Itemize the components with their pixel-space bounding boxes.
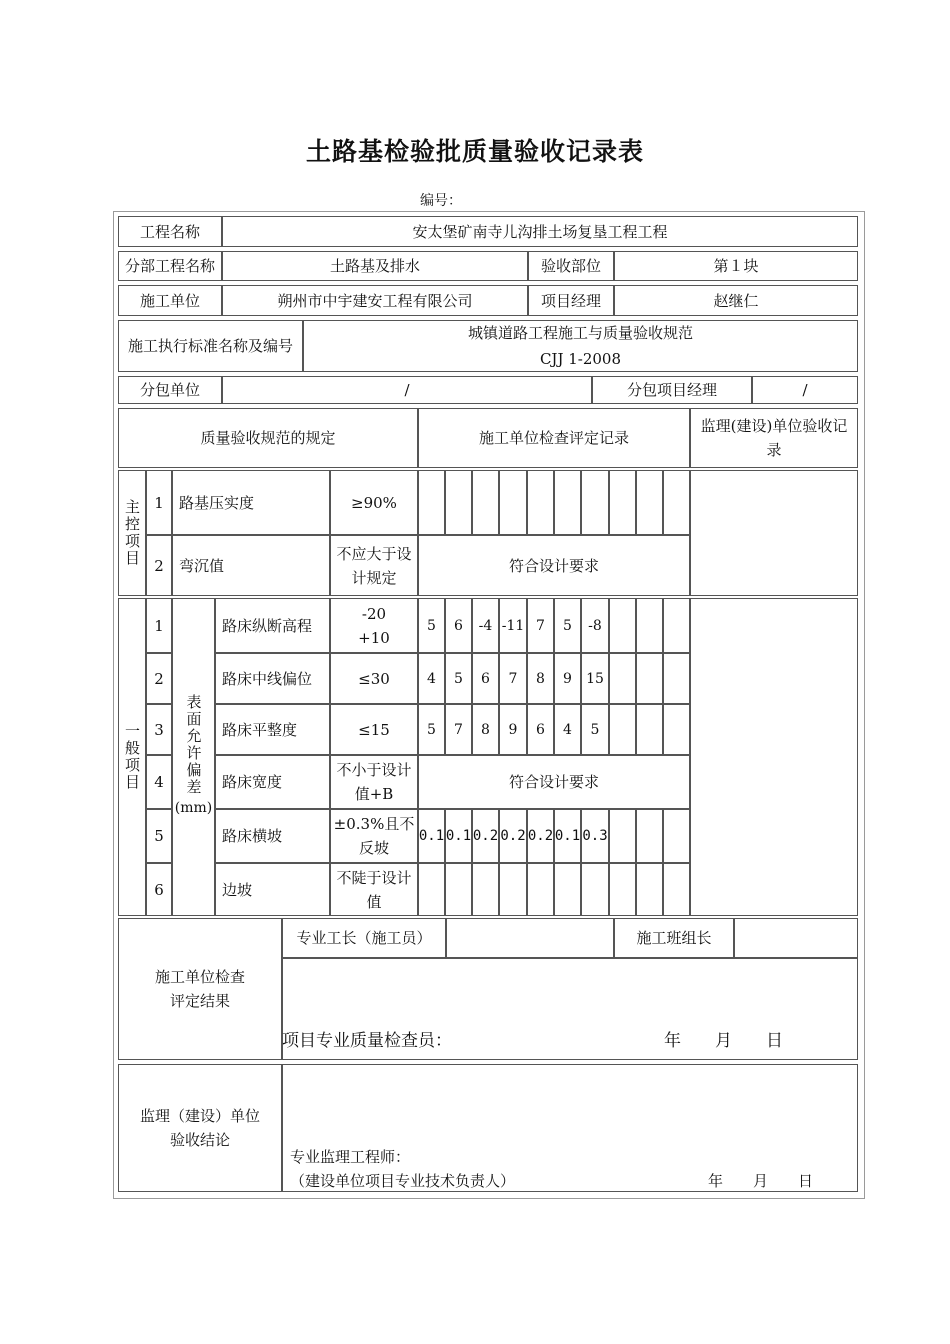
general-item-no: 6	[146, 863, 172, 916]
measurement-cell	[581, 863, 609, 916]
serial-label: 编号：	[420, 193, 462, 209]
general-item-requirement: ≤15	[330, 704, 418, 755]
measurement-cell	[472, 863, 499, 916]
measurement-cell	[609, 863, 636, 916]
foreman-value	[446, 918, 614, 958]
measurement-cell	[609, 653, 636, 704]
check-cell	[527, 470, 554, 535]
measurement-cell	[445, 863, 472, 916]
general-item-requirement: -20 +10	[330, 598, 418, 653]
unit-mm: (mm)	[174, 800, 213, 816]
general-item-name: 边坡	[215, 863, 330, 916]
spec-header: 质量验收规范的规定	[118, 408, 418, 468]
acceptance-part: 第１块	[614, 251, 858, 281]
general-items-label: 一般项目	[118, 598, 146, 916]
measurement-cell: 7	[499, 653, 527, 704]
measurement-cell	[609, 598, 636, 653]
check-cell	[609, 470, 636, 535]
contractor-date: 年 月 日	[664, 1031, 783, 1051]
measurement-cell	[527, 863, 554, 916]
measurement-cell: 6	[472, 653, 499, 704]
quality-inspector-label: 项目专业质量检查员：	[282, 1031, 452, 1051]
measurement-cell	[636, 704, 663, 755]
supervisor-header: 监理(建设)单位验收记录	[690, 408, 858, 468]
page-title: 土路基检验批质量验收记录表	[305, 137, 644, 166]
subproject-label: 分部工程名称	[118, 251, 222, 281]
general-item-no: 5	[146, 809, 172, 863]
measurement-cell: 8	[472, 704, 499, 755]
supervisor-main-record	[690, 470, 858, 596]
measurement-cell: 9	[554, 653, 581, 704]
check-cell	[472, 470, 499, 535]
measurement-cell: 0.1	[418, 809, 445, 863]
check-cell	[418, 470, 445, 535]
measurement-cell	[499, 863, 527, 916]
general-item-result: 符合设计要求	[418, 755, 690, 809]
main-item-no: 2	[146, 535, 172, 596]
main-item-name: 弯沉值	[172, 535, 330, 596]
measurement-cell	[663, 863, 690, 916]
check-cell	[499, 470, 527, 535]
measurement-cell: 7	[527, 598, 554, 653]
team-leader-label: 施工班组长	[614, 918, 734, 958]
measurement-cell	[663, 809, 690, 863]
general-item-name: 路床中线偏位	[215, 653, 330, 704]
check-cell	[445, 470, 472, 535]
measurement-cell: 4	[418, 653, 445, 704]
contractor-label: 施工单位	[118, 285, 222, 316]
general-item-requirement: ≤30	[330, 653, 418, 704]
general-item-requirement: 不小于设计值+B	[330, 755, 418, 809]
sub-pm: /	[752, 376, 858, 404]
check-cell	[581, 470, 609, 535]
general-item-name: 路床纵断高程	[215, 598, 330, 653]
pm: 赵继仁	[614, 285, 858, 316]
subproject: 土路基及排水	[222, 251, 528, 281]
main-items-label: 主控项目	[118, 470, 146, 596]
main-item-result: 符合设计要求	[418, 535, 690, 596]
subcontractor-label: 分包单位	[118, 376, 222, 404]
measurement-cell	[636, 809, 663, 863]
check-header: 施工单位检查评定记录	[418, 408, 690, 468]
contractor: 朔州市中宇建安工程有限公司	[222, 285, 528, 316]
surface-deviation-text: 表面允许偏差	[184, 694, 203, 796]
check-cell	[554, 470, 581, 535]
contractor-result-label: 施工单位检查 评定结果	[118, 918, 282, 1060]
measurement-cell	[418, 863, 445, 916]
standard-value: 城镇道路工程施工与质量验收规范 CJJ 1-2008	[303, 320, 858, 372]
general-item-no: 4	[146, 755, 172, 809]
general-item-no: 2	[146, 653, 172, 704]
check-cell	[636, 470, 663, 535]
general-item-name: 路床宽度	[215, 755, 330, 809]
measurement-cell: 0.3	[581, 809, 609, 863]
check-cell	[663, 470, 690, 535]
measurement-cell	[636, 863, 663, 916]
general-item-name: 路床平整度	[215, 704, 330, 755]
measurement-cell: 0.1	[554, 809, 581, 863]
measurement-cell: 5	[581, 704, 609, 755]
measurement-cell: 7	[445, 704, 472, 755]
measurement-cell: 0.2	[472, 809, 499, 863]
measurement-cell: 0.2	[527, 809, 554, 863]
supervisor-result-label: 监理（建设）单位 验收结论	[118, 1064, 282, 1192]
foreman-label: 专业工长（施工员）	[282, 918, 446, 958]
main-item-no: 1	[146, 470, 172, 535]
owner-tech-label: （建设单位项目专业技术负责人）	[290, 1172, 516, 1190]
measurement-cell: 6	[445, 598, 472, 653]
pm-label: 项目经理	[528, 285, 614, 316]
measurement-cell: -8	[581, 598, 609, 653]
supervising-engineer-label: 专业监理工程师：	[290, 1148, 411, 1166]
measurement-cell: -4	[472, 598, 499, 653]
supervisor-date: 年 月 日	[708, 1172, 814, 1190]
measurement-cell: 5	[445, 653, 472, 704]
project-name: 安太堡矿南寺儿沟排土场复垦工程工程	[222, 216, 858, 247]
measurement-cell: 0.1	[445, 809, 472, 863]
measurement-cell	[636, 598, 663, 653]
general-item-requirement: ±0.3%且不反坡	[330, 809, 418, 863]
main-item-name: 路基压实度	[172, 470, 330, 535]
measurement-cell	[609, 704, 636, 755]
measurement-cell: 5	[418, 598, 445, 653]
measurement-cell: -11	[499, 598, 527, 653]
measurement-cell	[663, 598, 690, 653]
subcontractor: /	[222, 376, 592, 404]
main-item-requirement: 不应大于设计规定	[330, 535, 418, 596]
measurement-cell: 5	[418, 704, 445, 755]
measurement-cell	[663, 704, 690, 755]
measurement-cell: 15	[581, 653, 609, 704]
standard-label: 施工执行标准名称及编号	[118, 320, 303, 372]
measurement-cell: 8	[527, 653, 554, 704]
general-item-requirement: 不陡于设计值	[330, 863, 418, 916]
measurement-cell	[554, 863, 581, 916]
acceptance-part-label: 验收部位	[528, 251, 614, 281]
general-item-name: 路床横坡	[215, 809, 330, 863]
main-item-requirement: ≥90%	[330, 470, 418, 535]
measurement-cell: 6	[527, 704, 554, 755]
general-item-no: 3	[146, 704, 172, 755]
sub-pm-label: 分包项目经理	[592, 376, 752, 404]
measurement-cell: 0.2	[499, 809, 527, 863]
team-leader-value	[734, 918, 858, 958]
supervisor-general-record	[690, 598, 858, 916]
surface-deviation-label	[172, 598, 215, 916]
measurement-cell	[609, 809, 636, 863]
measurement-cell: 4	[554, 704, 581, 755]
measurement-cell: 5	[554, 598, 581, 653]
project-name-label: 工程名称	[118, 216, 222, 247]
measurement-cell: 9	[499, 704, 527, 755]
general-item-no: 1	[146, 598, 172, 653]
measurement-cell	[636, 653, 663, 704]
measurement-cell	[663, 653, 690, 704]
